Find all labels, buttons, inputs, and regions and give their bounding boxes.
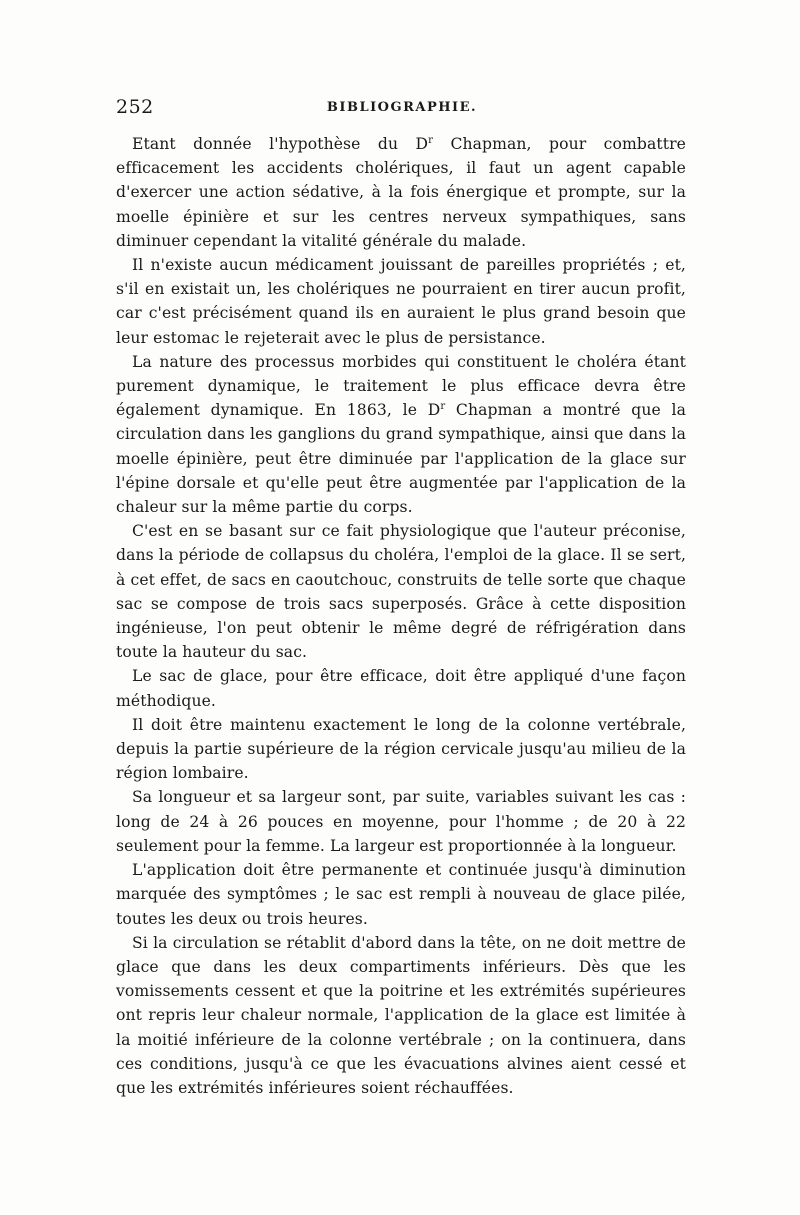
paragraph-1: Etant donnée l'hypothèse du $D^r$ Chapman, pour combattre efficacement les accidents cholériques, il faut un agent capable d'exercer une action sédative, à la fois énergique et prompte, sur la moelle épinière et sur les centres nerveux sympathiques, sans diminuer cependant la vitalité générale du malade.	[116, 134, 686, 250]
paragraph-9: Si la circulation se rétablit d'abord dans la tête, on ne doit mettre de glace que dans les deux compartiments inférieurs. Dès que les vomissements cessent et que la poitrine et les extrémités supérieures ont repris leur chaleur normale, l'application de la glace est limitée à la moitié inférieure de la colonne vertébrale ; on la continuera, dans ces conditions, jusqu'à ce que les évacuations alvines aient cessé et que les extrémités inférieures soient réchauffées.	[116, 933, 686, 1097]
paragraph-6: Il doit être maintenu exactement le long de la colonne vertébrale, depuis la partie supérieure de la région cervicale jusqu'au milieu de la région lombaire.	[116, 715, 686, 783]
paragraph-8: L'application doit être permanente et continuée jusqu'à diminution marquée des symptômes ; le sac est rempli à nouveau de glace pilée, toutes les deux ou trois heures.	[116, 861, 686, 928]
paragraph-7: Sa longueur et sa largeur sont, par suite, variables suivant les cas : long de 24 à 26 pouces en moyenne, pour l'homme ; de 20 à 22 seulement pour la femme. La largeur est proportionnée à la longueur.	[116, 788, 686, 855]
paragraph-2: Il n'existe aucun médicament jouissant de pareilles propriétés ; et, s'il en existait un, les cholériques ne pourraient en tirer aucun profit, car c'est précisément quand ils en auraient le plus grand besoin que leur estomac le rejeterait avec le plus de persistance.	[116, 256, 686, 347]
running-title: BIBLIOGRAPHIE.	[326, 100, 478, 115]
paragraph-5: Le sac de glace, pour être efficace, doit être appliqué d'une façon méthodique.	[116, 667, 686, 710]
paragraph-4: C'est en se basant sur ce fait physiologique que l'auteur préconise, dans la période de collapsus du choléra, l'emploi de la glace. Il se sert, à cet effet, de sacs en caoutchouc, construits de telle sorte que chaque sac se compose de trois sacs superposés. Grâce à cette disposition ingénieuse, l'on peut obtenir le même degré de réfrigération dans toute la hauteur du sac.	[116, 522, 686, 662]
page-number: 252	[116, 96, 154, 118]
running-head	[116, 96, 688, 126]
paragraph-3: La nature des processus morbides qui constituent le choléra étant purement dynamique, le traitement le plus efficace devra être également dynamique. En 1863, le $D^r$ Chapman a montré que la circulation dans les ganglions du grand sympathique, ainsi que dans la moelle épinière, peut être diminuée par l'application de la glace sur l'épine dorsale et qu'elle peut être augmentée par l'application de la chaleur sur la même partie du corps.	[116, 352, 686, 517]
body-text	[116, 132, 686, 1100]
